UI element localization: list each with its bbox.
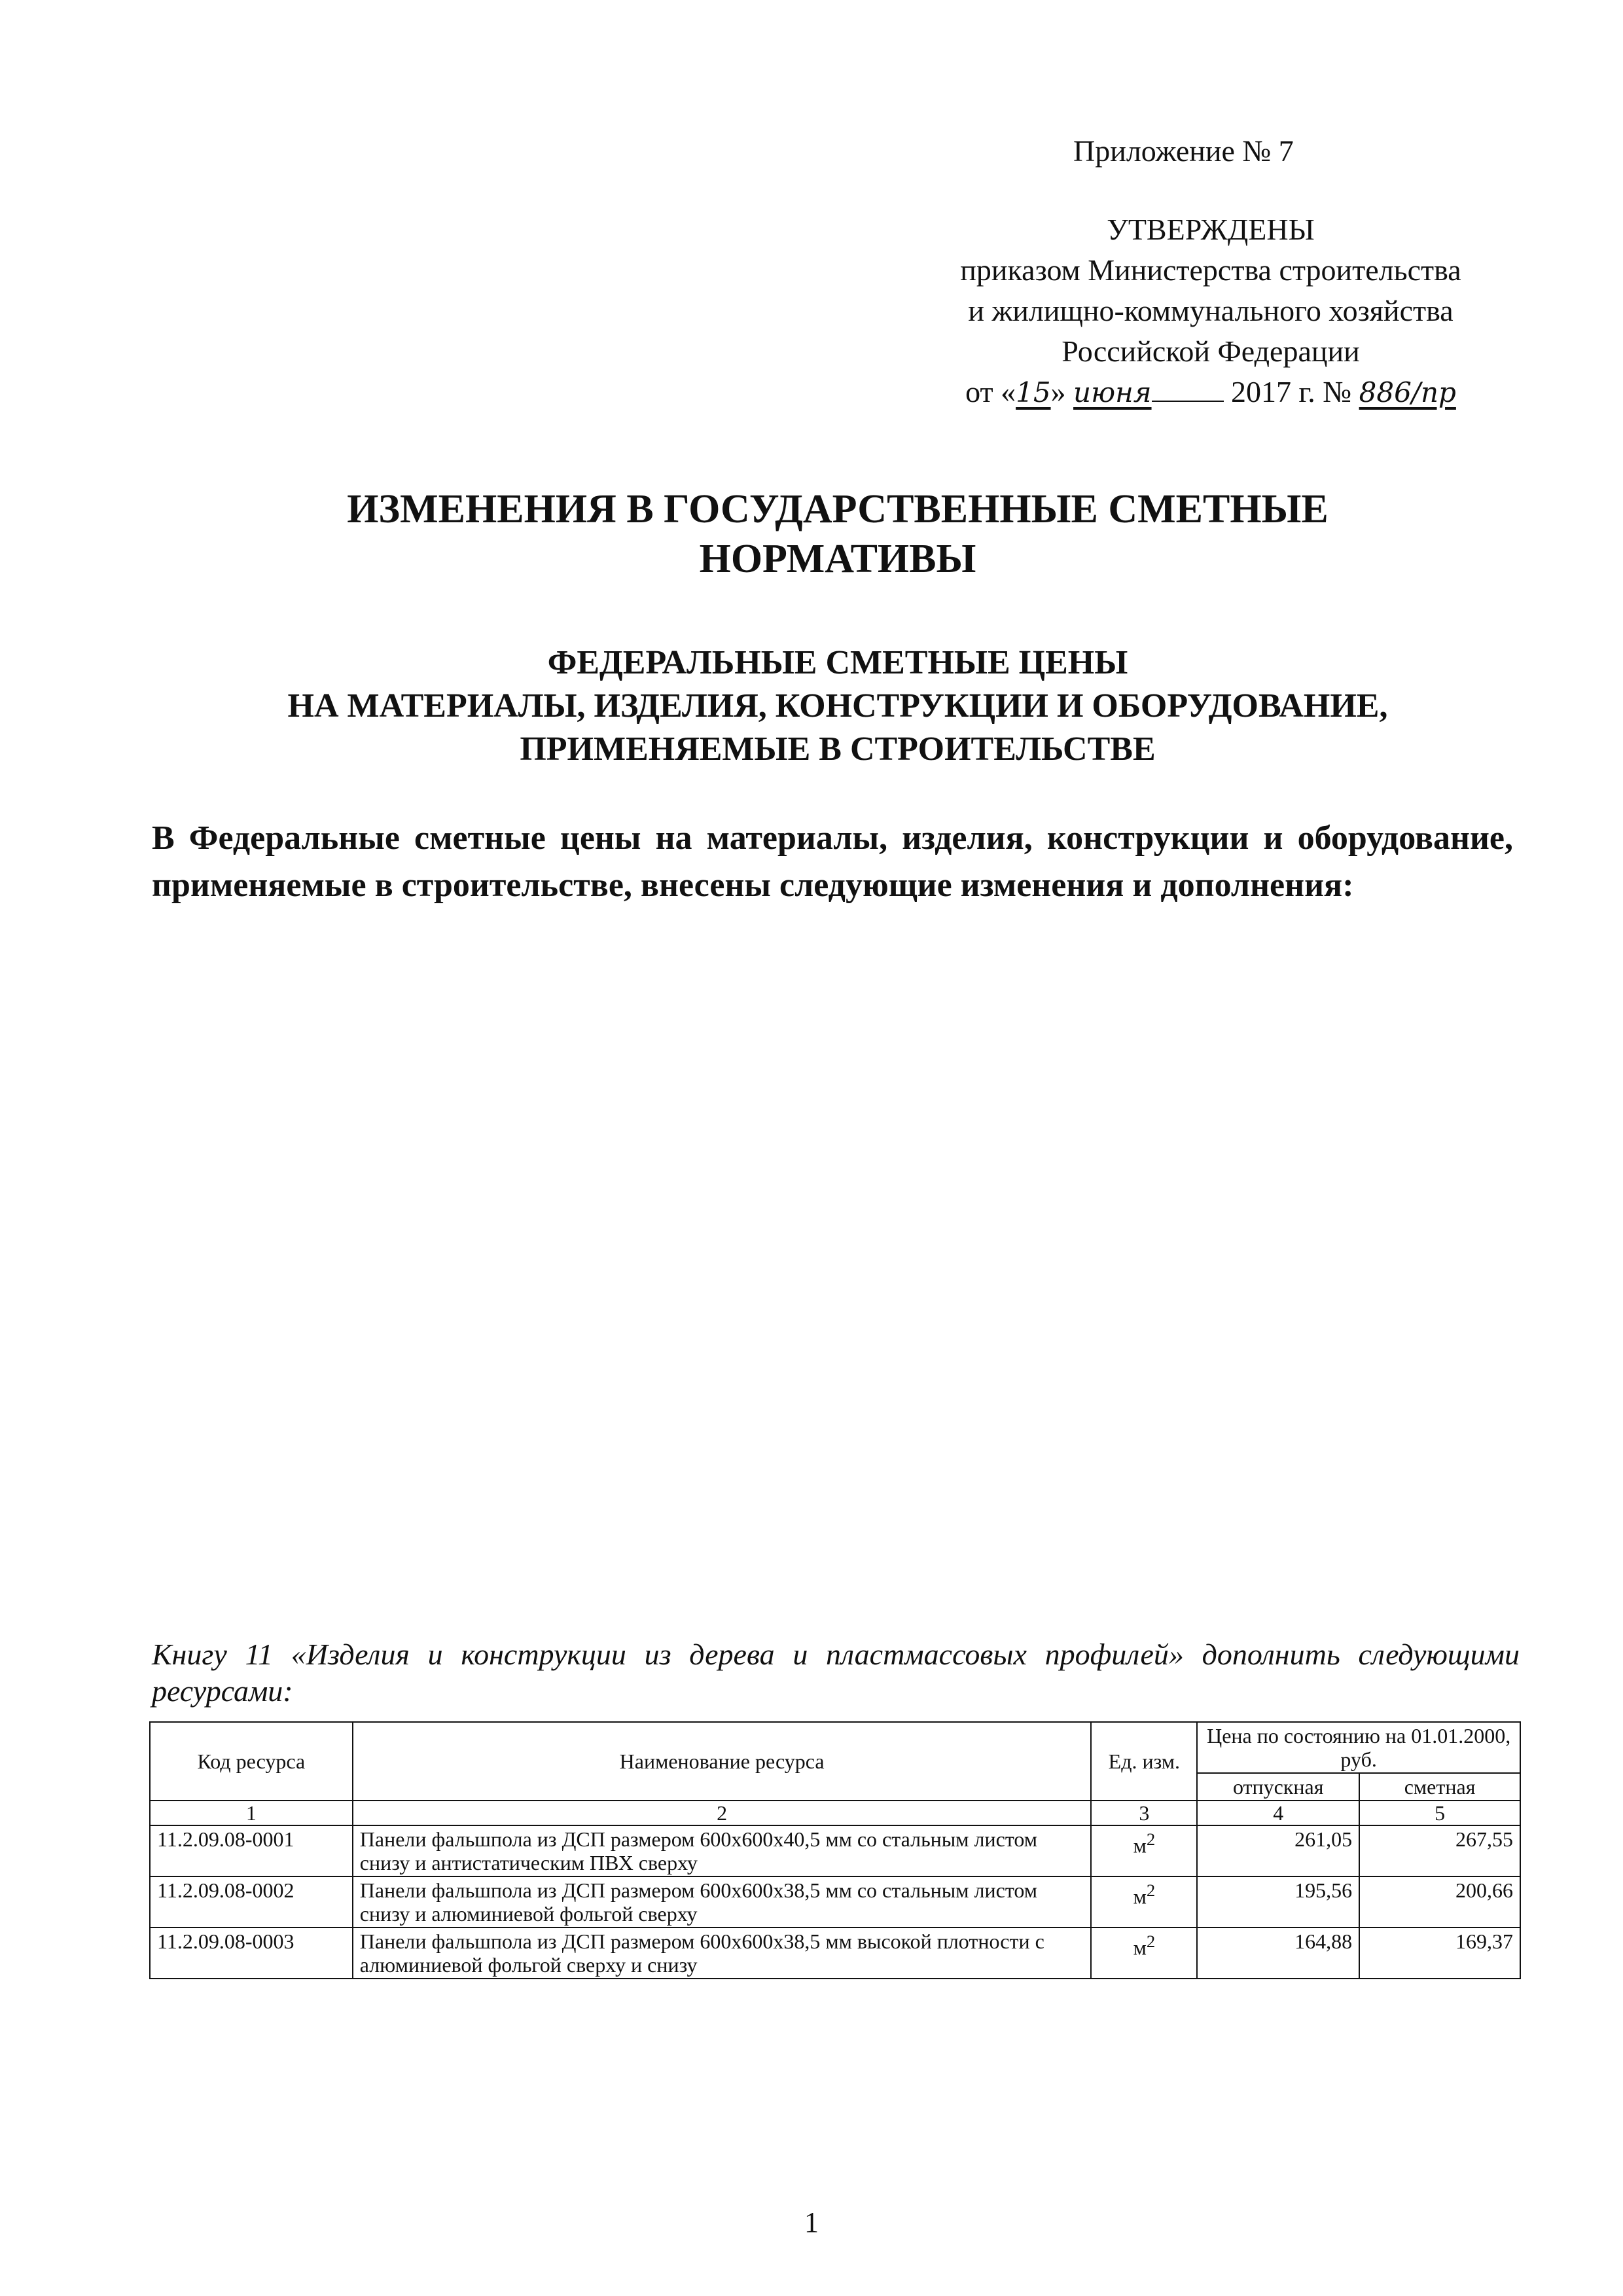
handwritten-month: июня — [1073, 376, 1152, 408]
resources-table — [149, 1721, 1521, 1979]
title-line-1: ИЗМЕНЕНИЯ В ГОСУДАРСТВЕННЫЕ СМЕТНЫЕ — [347, 487, 1329, 531]
table-row — [150, 1825, 1520, 1876]
estimate-price: 267,55 — [1359, 1825, 1520, 1876]
page-number: 1 — [804, 2206, 819, 2238]
column-number: 3 — [1091, 1801, 1197, 1825]
unit-superscript: 2 — [1146, 1880, 1156, 1900]
approval-line-3: Российской Федерации — [1061, 334, 1360, 368]
unit-superscript: 2 — [1146, 1931, 1156, 1951]
header-estimate-price: сметная — [1359, 1773, 1520, 1801]
intro-paragraph: В Федеральные сметные цены на материалы, изделия, конструкции и оборудование, применяемые в строительстве, внесены следующие изменения и дополнения: — [152, 819, 1513, 904]
date-prefix: от « — [965, 375, 1016, 408]
release-price: 164,88 — [1197, 1928, 1359, 1979]
subtitle-line-2: НА МАТЕРИАЛЫ, ИЗДЕЛИЯ, КОНСТРУКЦИИ И ОБОРУДОВАНИЕ, — [287, 687, 1388, 725]
handwritten-order-number: 886/пр — [1359, 376, 1456, 408]
resource-unit — [1091, 1825, 1197, 1876]
header-name: Наименование ресурса — [353, 1722, 1092, 1801]
handwritten-day: 15 — [1016, 376, 1051, 408]
header-price-group: Цена по состоянию на 01.01.2000, руб. — [1197, 1722, 1520, 1773]
column-number-row — [150, 1801, 1520, 1825]
subtitle-line-3: ПРИМЕНЯЕМЫЕ В СТРОИТЕЛЬСТВЕ — [520, 730, 1156, 768]
approval-block — [870, 131, 1551, 413]
resource-code: 11.2.09.08-0001 — [150, 1825, 353, 1876]
resource-code: 11.2.09.08-0003 — [150, 1928, 353, 1979]
unit-text: м — [1133, 1833, 1147, 1857]
table-row — [150, 1876, 1520, 1928]
approval-line-2: и жилищно-коммунального хозяйства — [968, 294, 1454, 327]
resource-unit — [1091, 1928, 1197, 1979]
unit-superscript: 2 — [1146, 1829, 1156, 1849]
date-mid: » — [1050, 375, 1066, 408]
resource-unit — [1091, 1876, 1197, 1928]
document-subtitle — [157, 641, 1518, 771]
subtitle-line-1: ФЕДЕРАЛЬНЫЕ СМЕТНЫЕ ЦЕНЫ — [547, 644, 1128, 681]
resource-name: Панели фальшпола из ДСП размером 600х600х38,5 мм со стальным листом снизу и алюминиевой фольгой сверху — [353, 1876, 1092, 1928]
column-number: 1 — [150, 1801, 353, 1825]
appendix-label: Приложение № 7 — [1073, 134, 1294, 168]
title-line-2: НОРМАТИВЫ — [699, 537, 976, 581]
table-row — [150, 1928, 1520, 1979]
year-text: 2017 г. № — [1231, 375, 1352, 408]
table-header-row — [150, 1722, 1520, 1773]
column-number: 4 — [1197, 1801, 1359, 1825]
document-title — [157, 484, 1518, 584]
release-price: 195,56 — [1197, 1876, 1359, 1928]
resource-name: Панели фальшпола из ДСП размером 600х600х40,5 мм со стальным листом снизу и антистатическим ПВХ сверху — [353, 1825, 1092, 1876]
column-number: 5 — [1359, 1801, 1520, 1825]
approval-line-1: приказом Министерства строительства — [960, 253, 1461, 287]
order-date-line — [870, 372, 1551, 413]
approved-label: УТВЕРЖДЕНЫ — [1107, 213, 1315, 246]
book-note: Книгу 11 «Изделия и конструкции из дерева и пластмассовых профилей» дополнить следующими ресурсами: — [152, 1638, 1520, 1708]
unit-text: м — [1133, 1935, 1147, 1960]
estimate-price: 169,37 — [1359, 1928, 1520, 1979]
date-blank-line — [1152, 394, 1224, 402]
column-number: 2 — [353, 1801, 1092, 1825]
release-price: 261,05 — [1197, 1825, 1359, 1876]
unit-text: м — [1133, 1884, 1147, 1909]
header-release-price: отпускная — [1197, 1773, 1359, 1801]
resource-code: 11.2.09.08-0002 — [150, 1876, 353, 1928]
header-unit: Ед. изм. — [1091, 1722, 1197, 1801]
header-code: Код ресурса — [150, 1722, 353, 1801]
resource-name: Панели фальшпола из ДСП размером 600х600х38,5 мм высокой плотности с алюминиевой фольгой сверху и снизу — [353, 1928, 1092, 1979]
estimate-price: 200,66 — [1359, 1876, 1520, 1928]
